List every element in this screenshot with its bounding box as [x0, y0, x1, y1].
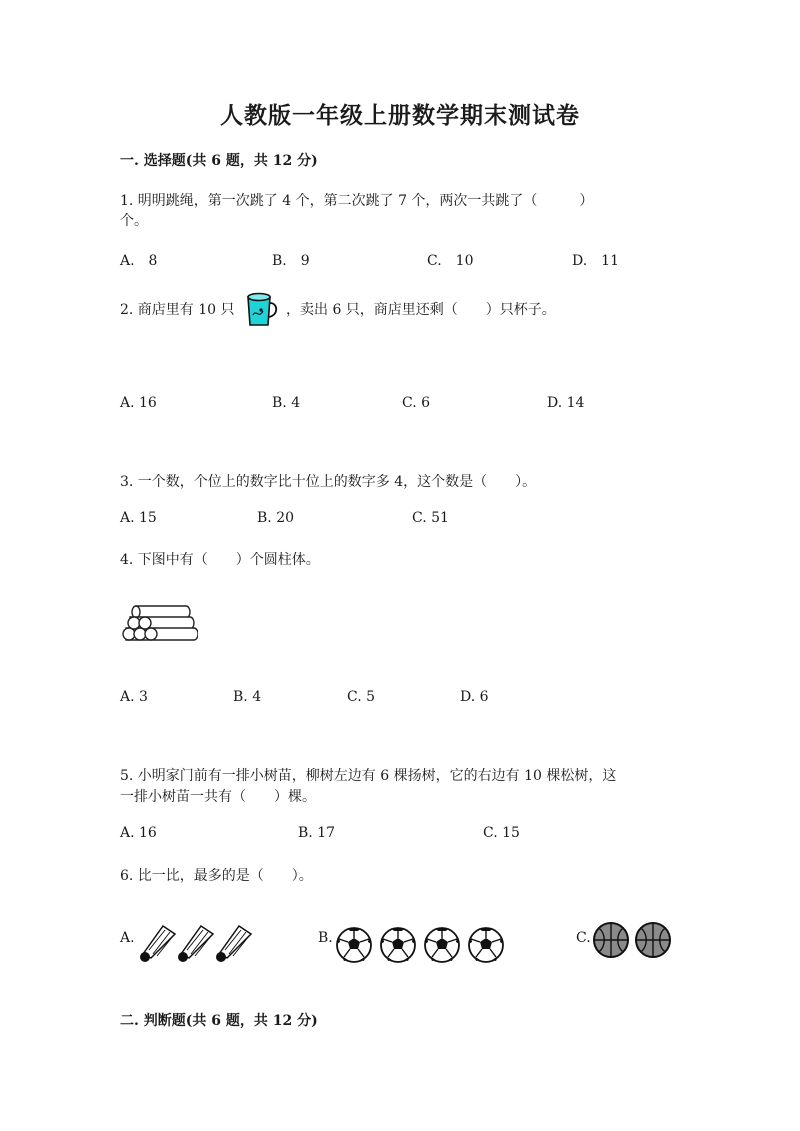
q4-option-d: D. 6: [460, 689, 489, 705]
cylinder-stack-icon: [120, 602, 198, 642]
basketball-icons: [592, 920, 674, 960]
question-2-prefix: 2. 商店里有 10 只: [120, 302, 235, 318]
question-3: 3. 一个数，个位上的数字比十位上的数字多 4，这个数是（ ）。: [120, 474, 537, 490]
shuttlecock-icons: [137, 920, 255, 964]
q3-option-b: B. 20: [257, 510, 295, 526]
soccer-ball-icon: [425, 928, 459, 962]
q4-option-c: C. 5: [347, 689, 376, 705]
q6-option-b: B.: [318, 930, 333, 946]
q5-option-c: C. 15: [483, 825, 520, 841]
q3-option-a: A. 15: [120, 510, 157, 526]
q5-option-a: A. 16: [120, 825, 157, 841]
q3-option-c: C. 51: [412, 510, 449, 526]
q5-option-b: B. 17: [298, 825, 336, 841]
q2-option-a: A. 16: [120, 395, 157, 411]
page-title: 人教版一年级上册数学期末测试卷: [220, 102, 580, 129]
shuttlecock-icon: [216, 926, 251, 962]
basketball-icon: [636, 923, 670, 957]
question-2-suffix: ，卖出 6 只，商店里还剩（ ）只杯子。: [286, 302, 556, 318]
soccer-ball-icon: [381, 928, 415, 962]
q2-option-c: C. 6: [402, 395, 431, 411]
basketball-icon: [594, 923, 628, 957]
soccer-ball-icon: [337, 928, 371, 962]
q2-option-d: D. 14: [547, 395, 585, 411]
q4-option-a: A. 3: [120, 689, 148, 705]
question-6: 6. 比一比，最多的是（ ）。: [120, 868, 313, 884]
section-heading-choice: 一. 选择题(共 6 题，共 12 分): [120, 153, 318, 169]
q6-option-a: A.: [120, 930, 135, 946]
section-heading-judgment: 二. 判断题(共 6 题，共 12 分): [120, 1013, 318, 1029]
soccer-ball-icon: [469, 928, 503, 962]
soccer-ball-icons: [336, 925, 508, 965]
q6-option-c: C.: [576, 930, 591, 946]
question-5-line-2: 一排小树苗一共有（ ）棵。: [120, 789, 316, 805]
q2-option-b: B. 4: [272, 395, 301, 411]
q1-option-d: D. 11: [572, 253, 619, 269]
question-4: 4. 下图中有（ ）个圆柱体。: [120, 552, 320, 568]
question-1-line-1: 1. 明明跳绳，第一次跳了 4 个，第二次跳了 7 个，两次一共跳了（ ）: [120, 193, 594, 209]
q4-option-b: B. 4: [233, 689, 262, 705]
question-5-line-1: 5. 小明家门前有一排小树苗，柳树左边有 6 棵扬树，它的右边有 10 棵松树，这: [120, 768, 617, 784]
shuttlecock-icon: [140, 926, 175, 962]
shuttlecock-icon: [178, 926, 213, 962]
cup-icon: [243, 291, 283, 329]
q1-option-c: C. 10: [427, 253, 474, 269]
q1-option-b: B. 9: [272, 253, 310, 269]
q1-option-a: A. 8: [120, 253, 158, 269]
question-1-line-2: 个。: [120, 213, 148, 229]
